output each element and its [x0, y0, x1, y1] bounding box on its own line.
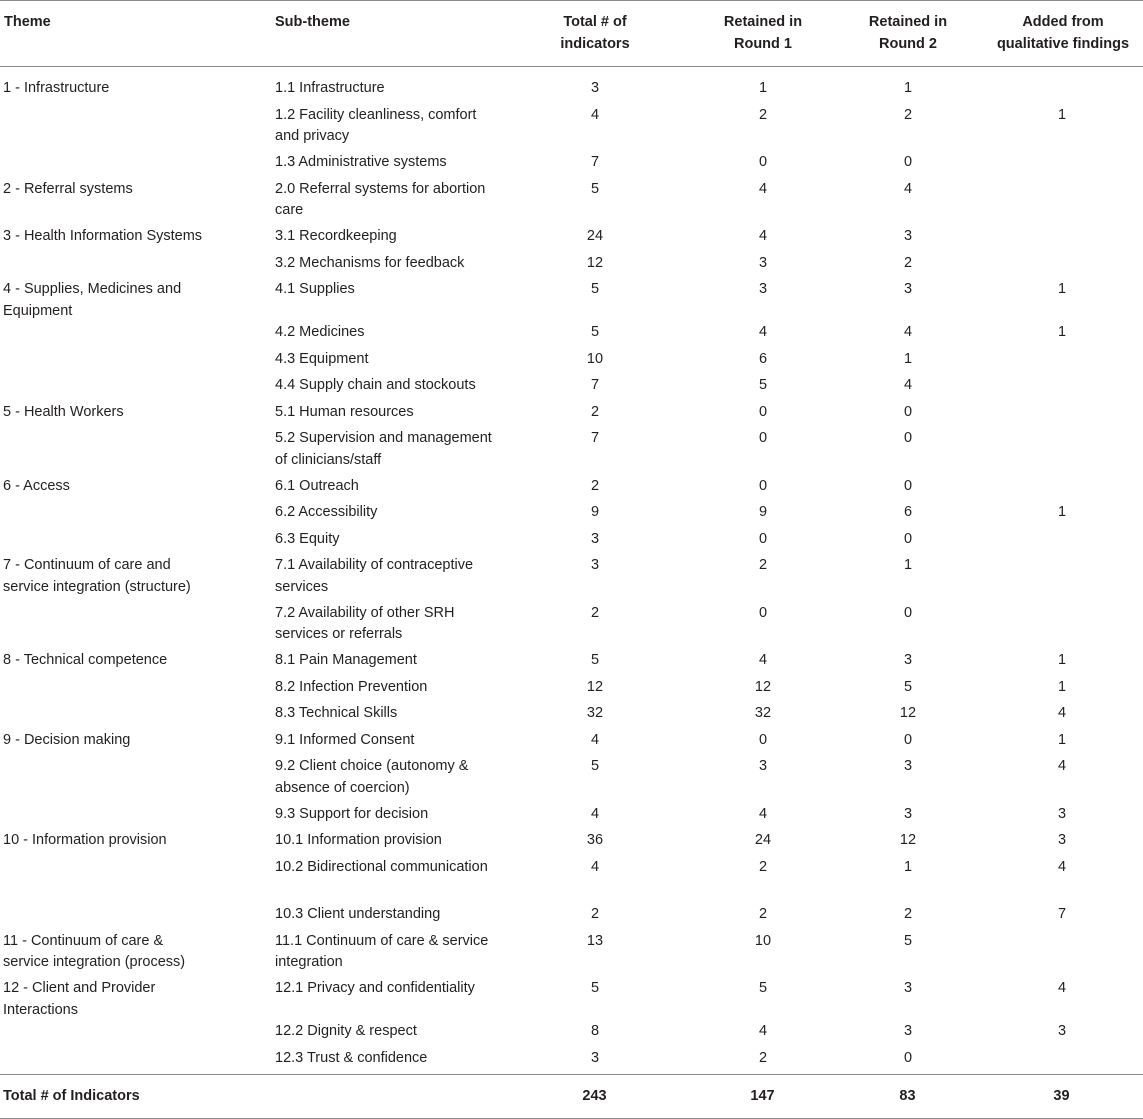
total-cell: 2 — [590, 604, 600, 621]
subtheme-text: 9.3 Support for decision — [275, 805, 429, 822]
subtheme-cell — [271, 152, 499, 179]
subtheme-cell — [271, 1048, 499, 1075]
header-round1 — [691, 1, 835, 67]
table-row — [0, 555, 1143, 603]
subtheme-text: 6.1 Outreach — [275, 477, 359, 494]
subtheme-text: 4.3 Equipment — [275, 350, 369, 367]
subtheme-cell — [271, 476, 499, 503]
subtheme-text: 12.3 Trust & confidence — [275, 1049, 428, 1066]
added-cell: 1 — [1057, 652, 1067, 668]
total-cell: 5 — [590, 980, 600, 996]
added-cell — [981, 179, 1143, 227]
added-cell — [981, 402, 1143, 429]
table-row — [0, 931, 1143, 979]
added-cell — [981, 253, 1143, 280]
theme-cell — [0, 904, 271, 931]
round2-cell: 0 — [903, 530, 913, 547]
subtheme-cell — [271, 603, 499, 651]
subtheme-text: 4.4 Supply chain and stockouts — [275, 377, 476, 393]
round1-cell: 4 — [758, 324, 768, 340]
total-cell: 10 — [586, 350, 604, 367]
header-round2-text: Retained in Round 2 — [868, 14, 948, 52]
table-row — [0, 349, 1143, 376]
round1-cell: 0 — [758, 154, 768, 170]
theme-cell — [0, 502, 271, 529]
round2-cell: 4 — [903, 180, 913, 197]
round2-cell: 3 — [903, 758, 913, 774]
round2-cell: 0 — [903, 731, 913, 748]
subtheme-text: 7.1 Availability of contraceptive services — [275, 557, 474, 595]
round1-cell: 4 — [758, 1023, 768, 1039]
table-row — [0, 428, 1143, 476]
total-cell: 5 — [590, 180, 600, 197]
round1-cell: 4 — [758, 805, 768, 822]
theme-cell — [0, 67, 271, 105]
total-cell: 7 — [590, 430, 600, 446]
round1-cell: 0 — [758, 403, 768, 420]
round2-cell: 3 — [903, 980, 913, 996]
total-cell: 2 — [590, 906, 600, 922]
total-round2: 83 — [835, 1075, 981, 1119]
theme-cell — [0, 650, 271, 677]
total-cell: 2 — [590, 477, 600, 494]
subtheme-cell — [271, 179, 499, 227]
table-row — [0, 978, 1143, 1021]
subtheme-text: 1.3 Administrative systems — [275, 154, 447, 170]
round2-cell: 1 — [903, 557, 913, 573]
table-row — [0, 502, 1143, 529]
added-cell — [981, 931, 1143, 979]
added-cell: 3 — [1057, 832, 1067, 848]
total-cell: 3 — [590, 1049, 600, 1066]
theme-text: 9 - Decision making — [3, 731, 131, 748]
theme-cell — [0, 349, 271, 376]
header-total-text: Total # of indicators — [560, 14, 630, 52]
theme-text: 7 - Continuum of care and service integration (structure) — [3, 557, 191, 595]
total-cell: 13 — [586, 932, 604, 949]
subtheme-cell — [271, 322, 499, 349]
theme-cell — [0, 730, 271, 757]
theme-text: 11 - Continuum of care & service integration (process) — [3, 932, 186, 970]
subtheme-cell — [271, 375, 499, 402]
table-row — [0, 322, 1143, 349]
subtheme-cell — [271, 830, 499, 857]
total-cell: 3 — [590, 80, 600, 96]
added-cell — [981, 152, 1143, 179]
subtheme-cell — [271, 502, 499, 529]
total-round1: 147 — [691, 1075, 835, 1119]
added-cell — [981, 555, 1143, 603]
total-cell: 4 — [590, 805, 600, 822]
table-row — [0, 830, 1143, 857]
total-cell: 5 — [590, 652, 600, 668]
table-row — [0, 529, 1143, 556]
total-cell: 7 — [590, 154, 600, 170]
theme-text: 1 - Infrastructure — [3, 80, 110, 96]
subtheme-cell — [271, 226, 499, 253]
table-row — [0, 105, 1143, 153]
theme-cell — [0, 226, 271, 253]
theme-text: 3 - Health Information Systems — [3, 228, 203, 244]
table-row — [0, 476, 1143, 503]
total-cell: 4 — [590, 106, 600, 123]
total-cell: 12 — [586, 678, 604, 695]
added-cell: 4 — [1057, 980, 1067, 996]
round1-cell: 4 — [758, 652, 768, 668]
theme-cell — [0, 1021, 271, 1048]
theme-text: 6 - Access — [3, 477, 70, 494]
table-row — [0, 730, 1143, 757]
subtheme-cell — [271, 931, 499, 979]
added-cell — [981, 428, 1143, 476]
subtheme-cell — [271, 253, 499, 280]
theme-cell — [0, 428, 271, 476]
added-cell — [981, 603, 1143, 651]
subtheme-text: 11.1 Continuum of care & service integration — [275, 932, 489, 970]
subtheme-text: 10.1 Information provision — [275, 832, 442, 848]
subtheme-text: 4.2 Medicines — [275, 324, 365, 340]
subtheme-text: 1.2 Facility cleanliness, comfort and privacy — [275, 106, 477, 144]
header-row — [0, 1, 1143, 67]
round1-cell: 1 — [758, 80, 768, 96]
table-row — [0, 226, 1143, 253]
theme-cell — [0, 703, 271, 730]
theme-cell — [0, 279, 271, 322]
theme-cell — [0, 931, 271, 979]
added-cell — [981, 67, 1143, 105]
added-cell: 3 — [1057, 805, 1067, 822]
theme-cell — [0, 402, 271, 429]
subtheme-cell — [271, 756, 499, 804]
round1-cell: 2 — [758, 557, 768, 573]
table-row — [0, 904, 1143, 931]
round1-cell: 0 — [758, 530, 768, 547]
header-round1-text: Retained in Round 1 — [723, 14, 803, 52]
table-row — [0, 677, 1143, 704]
total-cell: 4 — [590, 858, 600, 875]
round1-cell: 5 — [758, 980, 768, 996]
added-cell: 3 — [1057, 1023, 1067, 1039]
round2-cell: 3 — [903, 228, 913, 244]
added-cell: 1 — [1057, 678, 1067, 695]
round1-cell: 0 — [758, 430, 768, 446]
round2-cell: 2 — [903, 254, 913, 271]
round1-cell: 3 — [758, 254, 768, 271]
round1-cell: 4 — [758, 180, 768, 197]
round2-cell: 0 — [903, 154, 913, 170]
added-cell: 4 — [1057, 858, 1067, 875]
theme-text: 5 - Health Workers — [3, 403, 124, 420]
round2-cell: 1 — [903, 80, 913, 96]
round1-cell: 0 — [758, 477, 768, 494]
round1-cell: 2 — [758, 106, 768, 123]
added-cell: 1 — [1057, 504, 1067, 520]
theme-text: 10 - Information provision — [3, 832, 167, 848]
round2-cell: 0 — [903, 477, 913, 494]
round2-cell: 3 — [903, 652, 913, 668]
total-cell: 8 — [590, 1023, 600, 1039]
round2-cell: 5 — [903, 678, 913, 695]
subtheme-text: 5.1 Human resources — [275, 403, 414, 420]
table-row — [0, 603, 1143, 651]
subtheme-text: 3.1 Recordkeeping — [275, 228, 397, 244]
subtheme-text: 10.2 Bidirectional communication — [275, 858, 488, 875]
theme-cell — [0, 152, 271, 179]
round2-cell: 4 — [903, 324, 913, 340]
theme-cell — [0, 830, 271, 857]
added-cell: 1 — [1057, 731, 1067, 748]
subtheme-text: 2.0 Referral systems for abortion care — [275, 180, 486, 218]
round2-cell: 1 — [903, 858, 913, 875]
subtheme-text: 6.2 Accessibility — [275, 504, 378, 520]
round2-cell: 2 — [903, 106, 913, 123]
subtheme-text: 7.2 Availability of other SRH services or referrals — [275, 604, 455, 642]
table-row — [0, 1021, 1143, 1048]
theme-cell — [0, 105, 271, 153]
round2-cell: 1 — [903, 350, 913, 367]
theme-text: 8 - Technical competence — [3, 652, 168, 668]
subtheme-cell — [271, 650, 499, 677]
added-cell: 4 — [1057, 758, 1067, 774]
total-cell: 5 — [590, 324, 600, 340]
round1-cell: 2 — [758, 1049, 768, 1066]
subtheme-cell — [271, 677, 499, 704]
round1-cell: 2 — [758, 906, 768, 922]
table-row — [0, 179, 1143, 227]
theme-text: 4 - Supplies, Medicines and Equipment — [3, 281, 182, 319]
total-cell: 36 — [586, 832, 604, 848]
theme-cell — [0, 756, 271, 804]
subtheme-cell — [271, 730, 499, 757]
subtheme-text: 8.3 Technical Skills — [275, 705, 398, 721]
subtheme-text: 1.1 Infrastructure — [275, 80, 385, 96]
theme-cell — [0, 253, 271, 280]
table-row — [0, 756, 1143, 804]
subtheme-cell — [271, 349, 499, 376]
round1-cell: 12 — [754, 678, 772, 695]
added-cell: 7 — [1057, 906, 1067, 922]
round2-cell: 3 — [903, 1023, 913, 1039]
round2-cell: 3 — [903, 281, 913, 297]
theme-cell — [0, 179, 271, 227]
round1-cell: 10 — [754, 932, 772, 949]
added-cell: 1 — [1057, 106, 1067, 123]
header-subtheme: Sub-theme — [271, 1, 499, 67]
total-cell: 3 — [590, 530, 600, 547]
subtheme-text: 3.2 Mechanisms for feedback — [275, 254, 465, 271]
total-indicators: 243 — [499, 1075, 691, 1119]
round1-cell: 2 — [758, 858, 768, 875]
round1-cell: 3 — [758, 281, 768, 297]
added-cell: 4 — [1057, 705, 1067, 721]
theme-cell — [0, 375, 271, 402]
subtheme-cell — [271, 857, 499, 905]
round2-cell: 2 — [903, 906, 913, 922]
subtheme-text: 12.1 Privacy and confidentiality — [275, 980, 475, 996]
theme-cell — [0, 322, 271, 349]
theme-text: 2 - Referral systems — [3, 180, 133, 197]
round2-cell: 5 — [903, 932, 913, 949]
added-cell — [981, 529, 1143, 556]
subtheme-cell — [271, 279, 499, 322]
added-cell — [981, 226, 1143, 253]
subtheme-cell — [271, 67, 499, 105]
total-cell: 24 — [586, 228, 604, 244]
added-cell: 1 — [1057, 324, 1067, 340]
subtheme-text: 8.1 Pain Management — [275, 652, 417, 668]
total-cell: 12 — [586, 254, 604, 271]
header-added-text: Added from qualitative findings — [996, 14, 1130, 52]
table-row — [0, 650, 1143, 677]
subtheme-cell — [271, 529, 499, 556]
subtheme-cell — [271, 105, 499, 153]
total-cell: 3 — [590, 557, 600, 573]
subtheme-text: 12.2 Dignity & respect — [275, 1023, 417, 1039]
total-cell: 5 — [590, 758, 600, 774]
table-row — [0, 857, 1143, 905]
total-cell: 2 — [590, 403, 600, 420]
table-row — [0, 804, 1143, 831]
table-row — [0, 375, 1143, 402]
theme-cell — [0, 978, 271, 1021]
subtheme-text: 9.1 Informed Consent — [275, 731, 415, 748]
round2-cell: 6 — [903, 504, 913, 520]
subtheme-cell — [271, 804, 499, 831]
subtheme-cell — [271, 904, 499, 931]
subtheme-text: 5.2 Supervision and management of clinicians/staff — [275, 430, 492, 468]
subtheme-text: 9.2 Client choice (autonomy & absence of coercion) — [275, 758, 469, 796]
theme-cell — [0, 857, 271, 905]
round2-cell: 0 — [903, 1049, 913, 1066]
table-row — [0, 703, 1143, 730]
added-cell — [981, 1048, 1143, 1075]
round1-cell: 0 — [758, 731, 768, 748]
added-cell — [981, 476, 1143, 503]
theme-cell — [0, 1048, 271, 1075]
round1-cell: 4 — [758, 228, 768, 244]
table-row — [0, 67, 1143, 105]
subtheme-cell — [271, 1021, 499, 1048]
round1-cell: 32 — [754, 705, 772, 721]
round1-cell: 0 — [758, 604, 768, 621]
theme-cell — [0, 555, 271, 603]
header-total — [499, 1, 691, 67]
round2-cell: 0 — [903, 403, 913, 420]
round1-cell: 24 — [754, 832, 772, 848]
header-added — [981, 1, 1143, 67]
header-round2 — [835, 1, 981, 67]
round2-cell: 12 — [899, 832, 917, 848]
table-row — [0, 279, 1143, 322]
total-cell: 5 — [590, 281, 600, 297]
subtheme-cell — [271, 428, 499, 476]
theme-cell — [0, 476, 271, 503]
added-cell — [981, 349, 1143, 376]
subtheme-cell — [271, 555, 499, 603]
round1-cell: 3 — [758, 758, 768, 774]
added-cell: 1 — [1057, 281, 1067, 297]
round2-cell: 0 — [903, 430, 913, 446]
round2-cell: 0 — [903, 604, 913, 621]
round2-cell: 3 — [903, 805, 913, 822]
theme-text: 12 - Client and Provider Interactions — [3, 980, 156, 1018]
round1-cell: 9 — [758, 504, 768, 520]
table-row — [0, 402, 1143, 429]
round1-cell: 5 — [758, 377, 768, 393]
table-row — [0, 1048, 1143, 1075]
round1-cell: 6 — [758, 350, 768, 367]
total-cell: 7 — [590, 377, 600, 393]
round2-cell: 4 — [903, 377, 913, 393]
subtheme-cell — [271, 402, 499, 429]
header-theme: Theme — [0, 1, 271, 67]
total-cell: 32 — [586, 705, 604, 721]
subtheme-text: 10.3 Client understanding — [275, 906, 441, 922]
theme-cell — [0, 804, 271, 831]
subtheme-cell — [271, 978, 499, 1021]
subtheme-text: 4.1 Supplies — [275, 281, 355, 297]
table-row — [0, 253, 1143, 280]
theme-cell — [0, 603, 271, 651]
theme-cell — [0, 677, 271, 704]
total-cell: 9 — [590, 504, 600, 520]
subtheme-text: 6.3 Equity — [275, 530, 340, 547]
table-row — [0, 152, 1143, 179]
subtheme-cell — [271, 703, 499, 730]
added-cell — [981, 375, 1143, 402]
table-body — [0, 67, 1143, 1075]
total-label: Total # of Indicators — [0, 1075, 271, 1119]
subtheme-text: 8.2 Infection Prevention — [275, 678, 428, 695]
total-added: 39 — [981, 1075, 1143, 1119]
round2-cell: 12 — [899, 705, 917, 721]
total-cell: 4 — [590, 731, 600, 748]
theme-cell — [0, 529, 271, 556]
